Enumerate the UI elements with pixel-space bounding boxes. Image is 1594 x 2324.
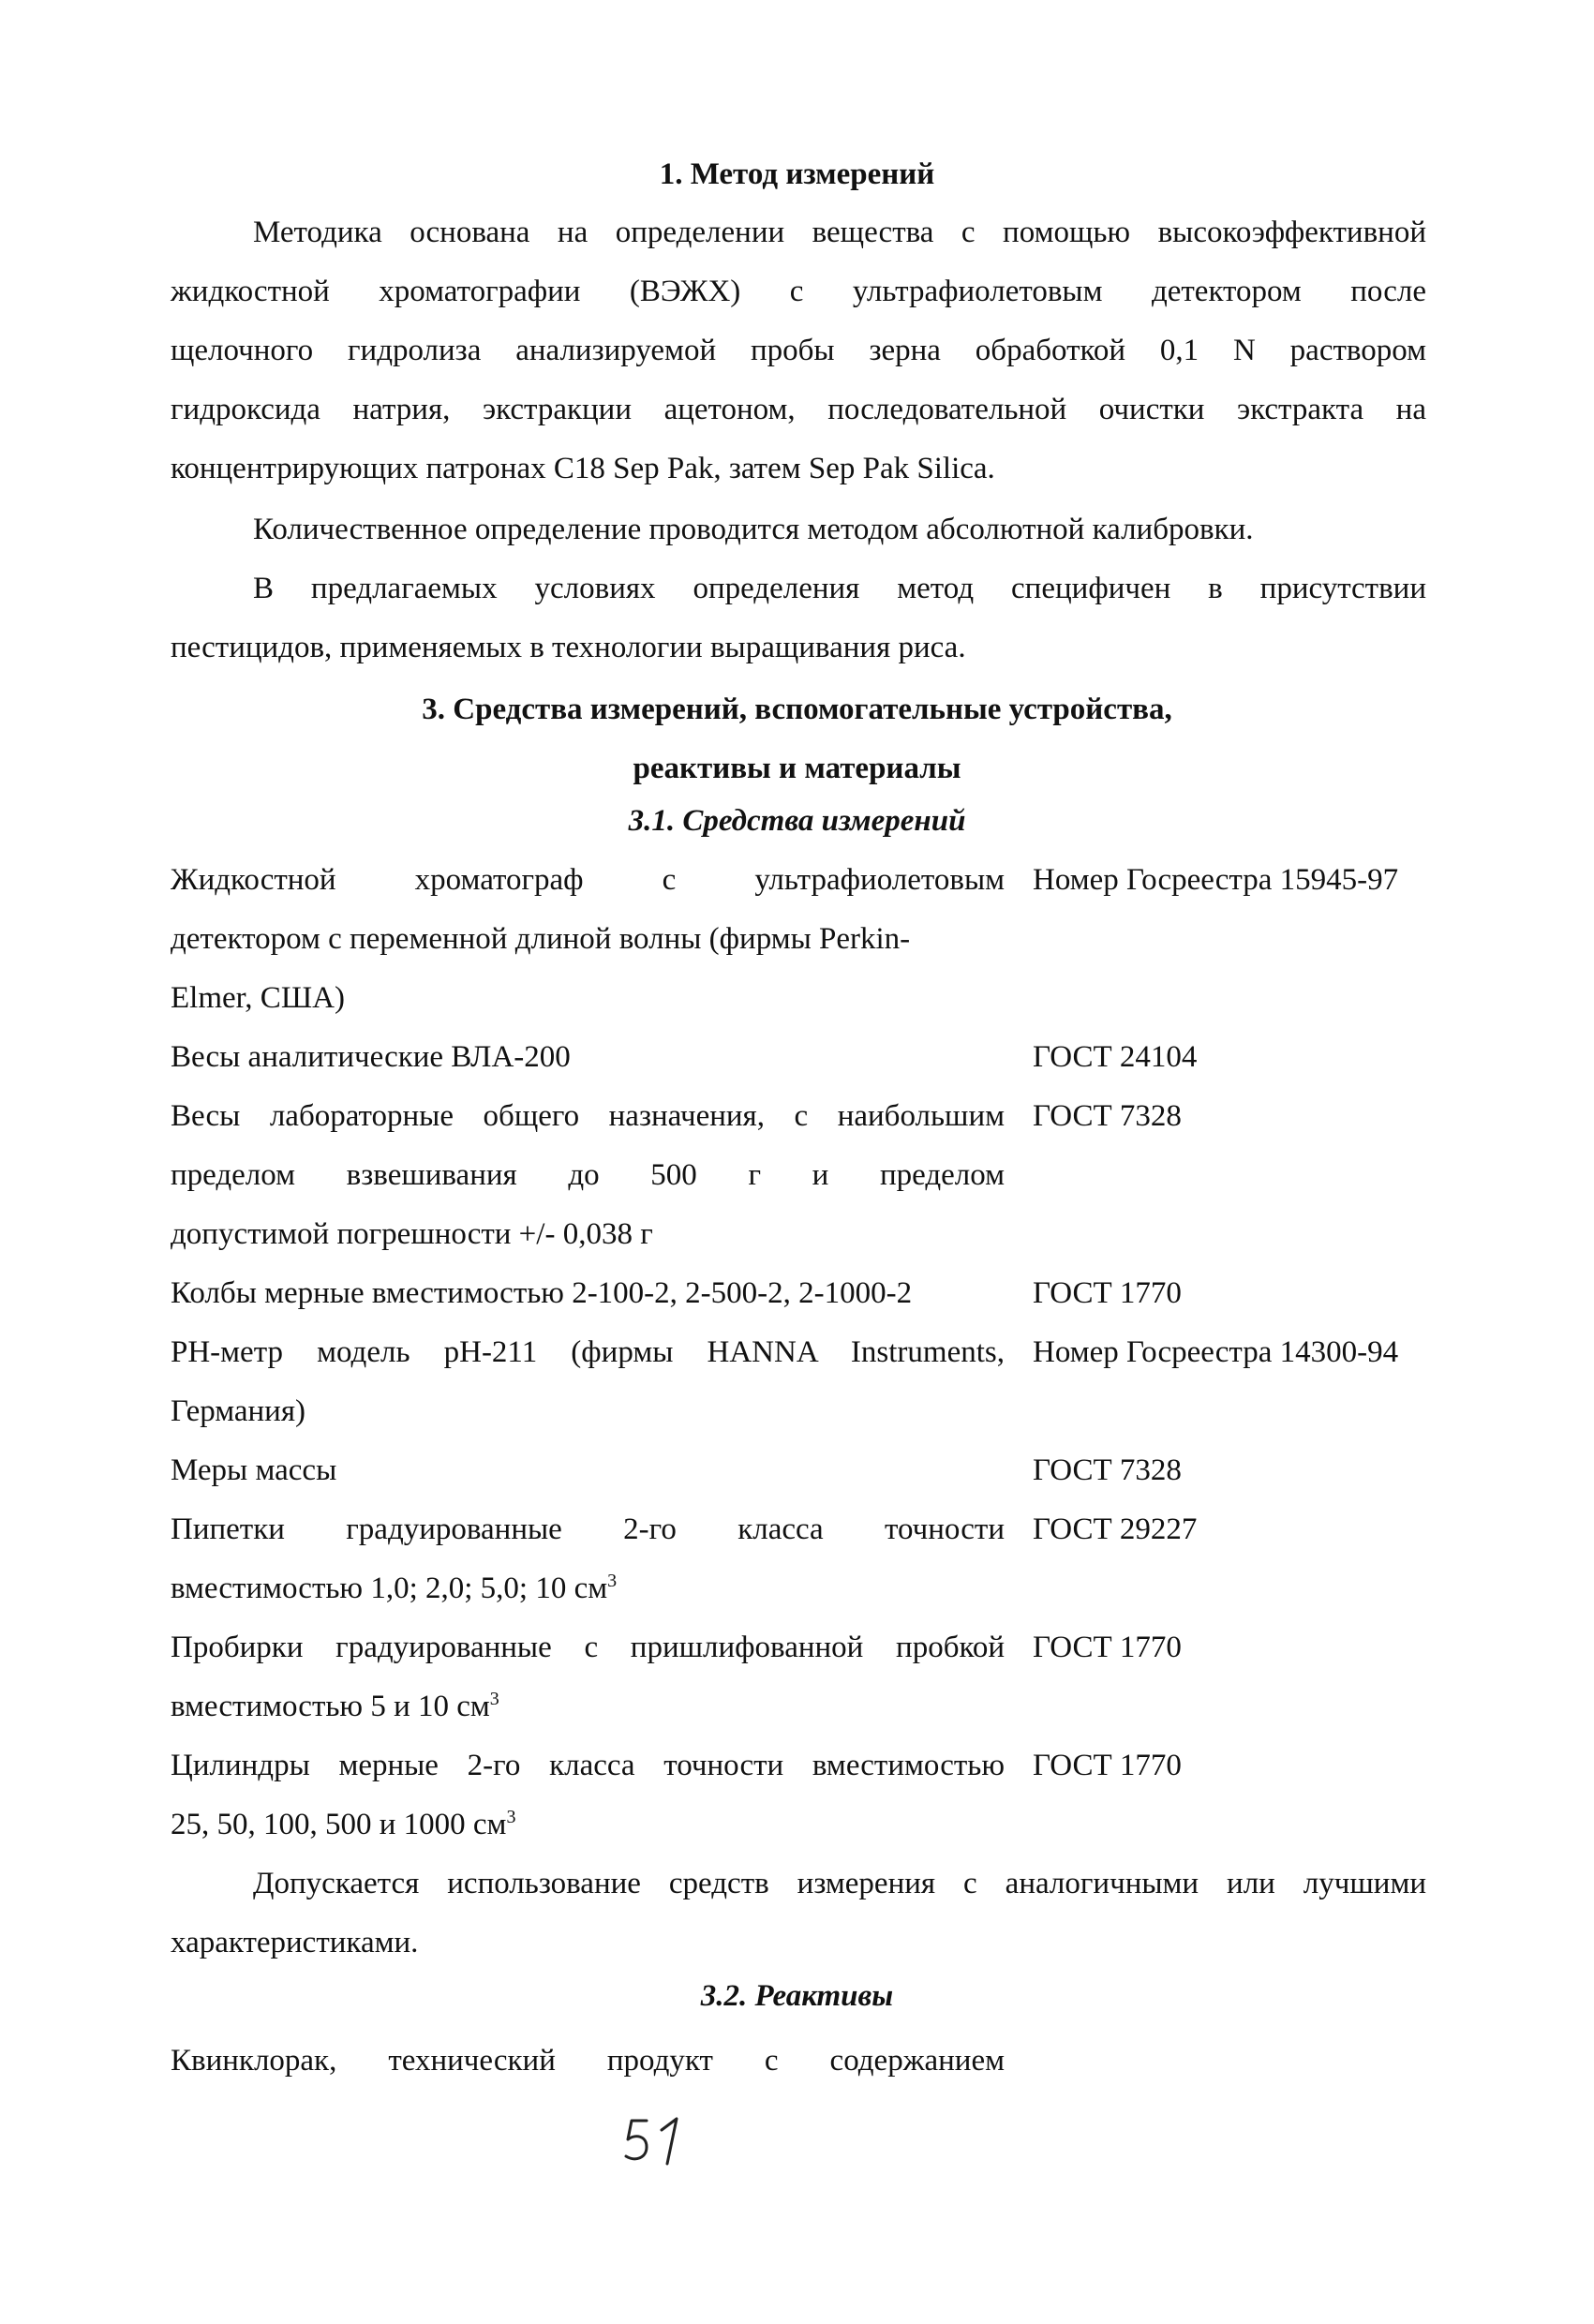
- instrument-reference: Номер Госреестра 15945-97: [1033, 863, 1399, 897]
- instrument-line: Германия): [171, 1394, 306, 1428]
- instrument-reference: ГОСТ 1770: [1033, 1631, 1182, 1664]
- instrument-reference: ГОСТ 24104: [1033, 1040, 1198, 1074]
- instrument-reference: ГОСТ 29227: [1033, 1512, 1198, 1546]
- paragraph-line: Методика основана на определении вещества с помощью высокоэффективной: [253, 216, 1426, 249]
- equivalents-note-paragraph: [171, 1855, 1426, 1973]
- instrument-description: [171, 1323, 1005, 1441]
- paragraph-line: пестицидов, применяемых в технологии выращивания риса.: [171, 631, 966, 664]
- instrument-description: [171, 851, 1005, 1028]
- instrument-line: Цилиндры мерные 2-го класса точности вместимостью: [171, 1749, 1005, 1782]
- instrument-description: [171, 1441, 1005, 1500]
- instrument-description: [171, 1087, 1005, 1264]
- instrument-line: Весы аналитические ВЛА-200: [171, 1040, 571, 1074]
- instrument-item: [171, 1441, 1594, 1500]
- paragraph-line: гидроксида натрия, экстракции ацетоном, последовательной очистки экстракта на: [171, 393, 1426, 426]
- instrument-line: Пипетки градуированные 2-го класса точности: [171, 1512, 1005, 1546]
- instrument-line-text: 25, 50, 100, 500 и 1000 см: [171, 1808, 507, 1841]
- paragraph-line: Количественное определение проводится методом абсолютной калибровки.: [253, 513, 1254, 546]
- section-3-title-line-1: 3. Средства измерений, вспомогательные устройства,: [422, 693, 1172, 726]
- paragraph-line: концентрирующих патронах С18 Sep Pak, затем Sep Pak Silica.: [171, 452, 995, 485]
- instrument-description: [171, 1618, 1005, 1736]
- instrument-description: [171, 1736, 1005, 1855]
- instrument-line: Меры массы: [171, 1453, 337, 1487]
- instrument-item: [171, 1264, 1594, 1323]
- instrument-description: [171, 1264, 1005, 1323]
- instrument-line: Пробирки градуированные с пришлифованной пробкой: [171, 1631, 1005, 1664]
- instrument-line: Колбы мерные вместимостью 2-100-2, 2-500-2, 2-1000-2: [171, 1276, 913, 1310]
- instrument-reference: ГОСТ 7328: [1033, 1099, 1182, 1133]
- instrument-line: [171, 1559, 1005, 1618]
- paragraph-line: В предлагаемых условиях определения метод специфичен в присутствии: [253, 572, 1426, 605]
- handwritten-page-number: [618, 2113, 703, 2169]
- instrument-reference: ГОСТ 1770: [1033, 1276, 1182, 1310]
- subsection-3-2-title: 3.2. Реактивы: [700, 1979, 894, 2013]
- instrument-line: Elmer, США): [171, 981, 345, 1015]
- instrument-item: [171, 1323, 1594, 1441]
- instrument-item: [171, 1087, 1594, 1264]
- instrument-line: Весы лабораторные общего назначения, с наибольшим: [171, 1099, 1005, 1133]
- instrument-line: [171, 1677, 1005, 1736]
- instrument-reference: ГОСТ 1770: [1033, 1749, 1182, 1782]
- reagent-description: [171, 2032, 1005, 2091]
- specificity-paragraph: [171, 559, 1426, 678]
- instrument-item: [171, 1736, 1594, 1855]
- superscript: 3: [607, 1571, 618, 1591]
- reagent-line: Квинклорак, технический продукт с содержанием: [171, 2044, 1005, 2078]
- instrument-reference: ГОСТ 7328: [1033, 1453, 1182, 1487]
- paragraph-line: щелочного гидролиза анализируемой пробы зерна обработкой 0,1 N раствором: [171, 334, 1426, 367]
- paragraph-line: жидкостной хроматографии (ВЭЖХ) с ультрафиолетовым детектором после: [171, 275, 1426, 308]
- superscript: 3: [506, 1807, 516, 1827]
- instrument-description: [171, 1028, 1005, 1087]
- section-1-title: 1. Метод измерений: [659, 157, 935, 191]
- paragraph-line: Допускается использование средств измерения с аналогичными или лучшими: [253, 1867, 1426, 1900]
- subsection-3-1-title: 3.1. Средства измерений: [628, 804, 966, 838]
- superscript: 3: [489, 1689, 499, 1709]
- instrument-line: PH-метр модель pH-211 (фирмы HANNA Instruments,: [171, 1335, 1005, 1369]
- instrument-line: детектором с переменной длиной волны (фирмы Perkin-: [171, 922, 911, 956]
- paragraph-line: характеристиками.: [171, 1926, 419, 1959]
- instrument-line: допустимой погрешности +/- 0,038 г: [171, 1217, 653, 1251]
- instrument-item: [171, 1618, 1594, 1736]
- instrument-item: [171, 1028, 1594, 1087]
- instrument-line: Жидкостной хроматограф с ультрафиолетовым: [171, 863, 1005, 897]
- instrument-line-text: вместимостью 1,0; 2,0; 5,0; 10 см: [171, 1572, 608, 1605]
- instrument-line: пределом взвешивания до 500 г и пределом: [171, 1158, 1005, 1192]
- instrument-line: [171, 1795, 1005, 1855]
- quantification-paragraph: [171, 500, 1426, 559]
- instrument-description: [171, 1500, 1005, 1618]
- section-3-title-line-2: реактивы и материалы: [633, 752, 961, 785]
- instrument-item: [171, 851, 1594, 1028]
- instrument-reference: Номер Госреестра 14300-94: [1033, 1335, 1399, 1369]
- instrument-item: [171, 1500, 1594, 1618]
- method-description-paragraph: [171, 203, 1426, 499]
- reagent-item: [171, 2032, 1594, 2091]
- instrument-line-text: вместимостью 5 и 10 см: [171, 1690, 490, 1723]
